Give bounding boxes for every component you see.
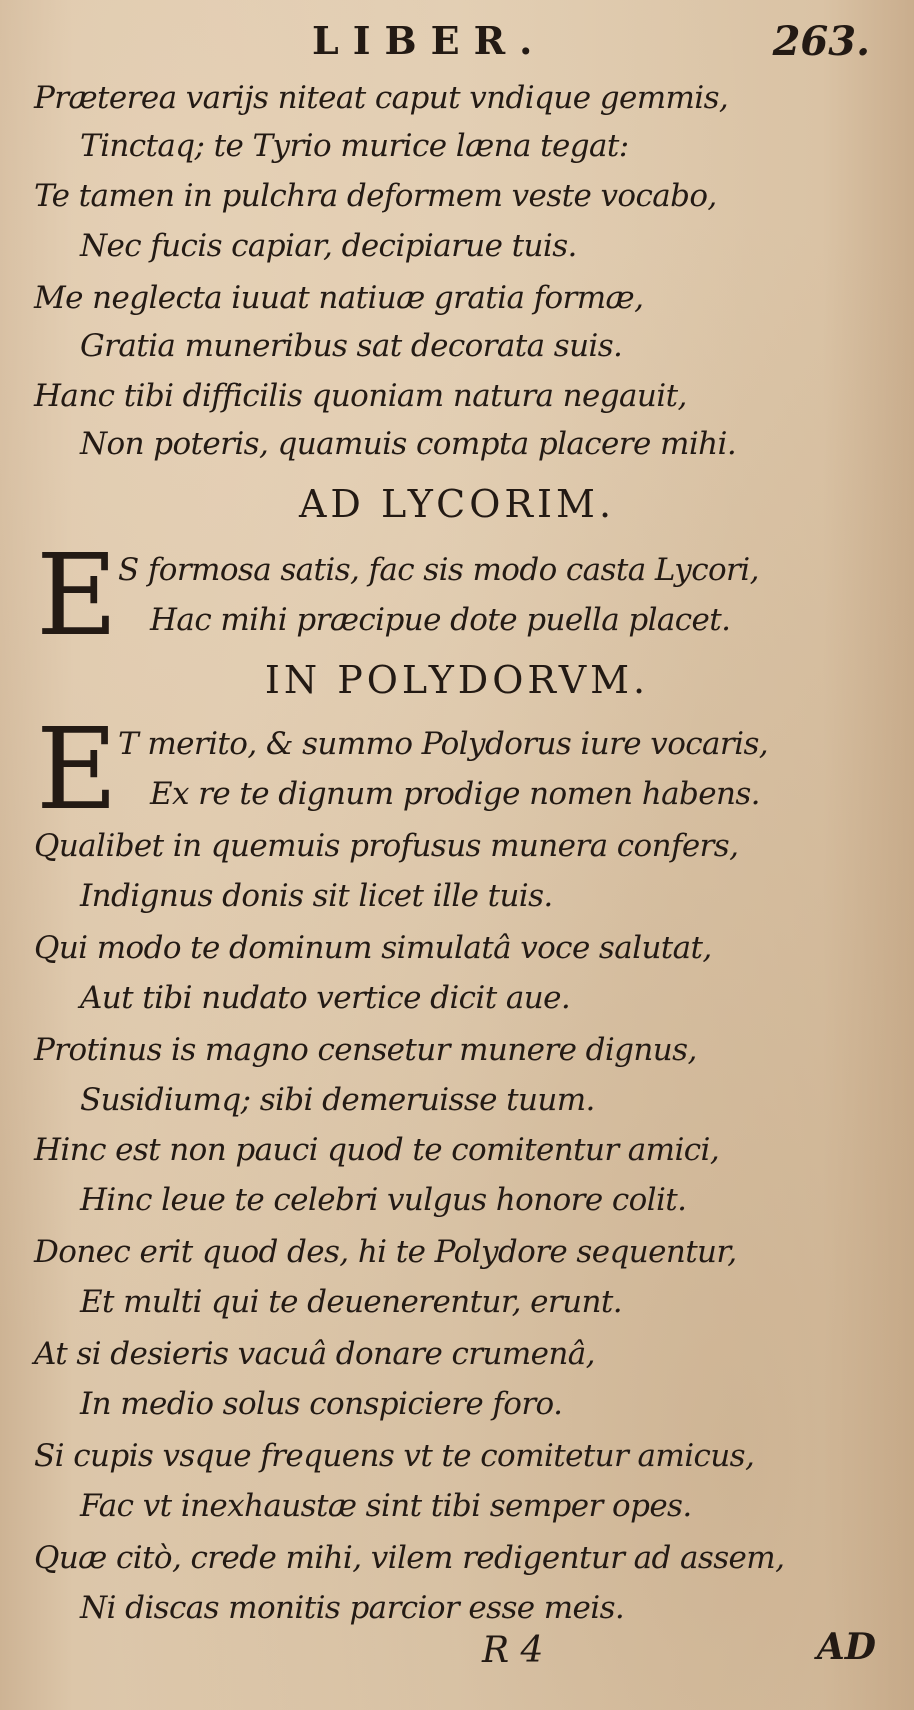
verse-line: In medio solus conspiciere foro. <box>80 1386 563 1422</box>
verse-line: Qui modo te dominum simulatâ voce salutat, <box>34 930 712 966</box>
verse-line: Susidiumq; sibi demeruisse tuum. <box>80 1082 595 1118</box>
running-head: LIBER. <box>312 18 547 63</box>
drop-cap: E <box>36 705 118 835</box>
verse-line: Me neglecta iuuat natiuæ gratia formæ, <box>34 280 644 316</box>
verse-line: Non poteris, quamuis compta placere mihi. <box>80 426 737 462</box>
verse-line: Præterea varijs niteat caput vndique gemmis, <box>34 80 729 116</box>
verse-line: Hanc tibi difficilis quoniam natura negauit, <box>34 378 687 414</box>
verse-line: T merito, & summo Polydorus iure vocaris, <box>118 726 769 762</box>
verse-line: Protinus is magno censetur munere dignus, <box>34 1032 697 1068</box>
verse-line: Tinctaq; te Tyrio murice læna tegat: <box>80 128 629 164</box>
signature-mark: R 4 <box>482 1630 544 1671</box>
verse-line: Et multi qui te deuenerentur, erunt. <box>80 1284 622 1320</box>
page-header <box>0 14 914 74</box>
poem-title-ad-lycorim: AD LYCORIM. <box>298 482 616 526</box>
verse-line: Hinc est non pauci quod te comitentur amici, <box>34 1132 720 1168</box>
verse-line: Donec erit quod des, hi te Polydore sequentur, <box>34 1234 737 1270</box>
catchword: AD <box>816 1626 876 1668</box>
verse-line: S formosa satis, fac sis modo casta Lycori, <box>118 552 759 588</box>
verse-line: Te tamen in pulchra deformem veste vocabo, <box>34 178 717 214</box>
verse-line: Ex re te dignum prodige nomen habens. <box>150 776 760 812</box>
verse-line: Fac vt inexhaustæ sint tibi semper opes. <box>80 1488 692 1524</box>
poem-title-in-polydorvm: IN POLYDORVM. <box>264 658 650 702</box>
verse-line: Quæ citò, crede mihi, vilem redigentur ad assem, <box>34 1540 785 1576</box>
verse-line: Indignus donis sit licet ille tuis. <box>80 878 553 914</box>
verse-line: Gratia muneribus sat decorata suis. <box>80 328 623 364</box>
verse-line: Ni discas monitis parcior esse meis. <box>80 1590 625 1626</box>
verse-line: Nec fucis capiar, decipiarue tuis. <box>80 228 577 264</box>
verse-line: Qualibet in quemuis profusus munera confers, <box>34 828 739 864</box>
page-number: 263. <box>772 18 870 65</box>
verse-line: Si cupis vsque frequens vt te comitetur amicus, <box>34 1438 755 1474</box>
verse-line: Hac mihi præcipue dote puella placet. <box>150 602 731 638</box>
verse-line: Aut tibi nudato vertice dicit aue. <box>80 980 571 1016</box>
drop-cap: E <box>36 531 118 661</box>
verse-line: At si desieris vacuâ donare crumenâ, <box>34 1336 595 1372</box>
verse-line: Hinc leue te celebri vulgus honore colit. <box>80 1182 687 1218</box>
